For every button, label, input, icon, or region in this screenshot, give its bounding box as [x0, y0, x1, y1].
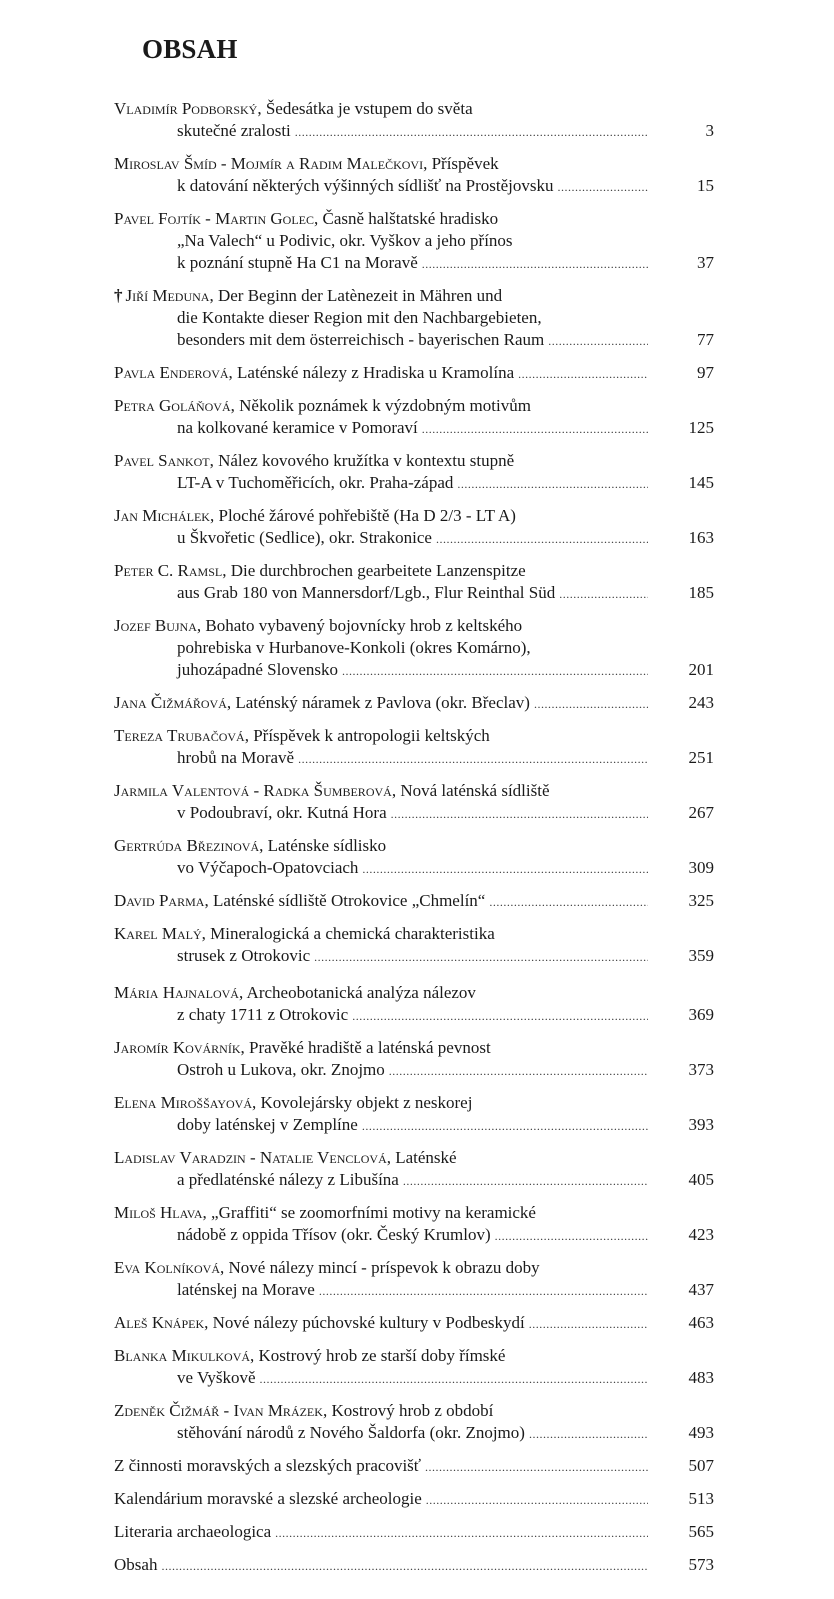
toc-entry-text: Elena Miroššayová, Kovolejársky objekt z neskorej [114, 1093, 473, 1112]
toc-entry-text [177, 417, 418, 439]
toc-entry-title: laténskej na Morave [177, 1280, 315, 1299]
toc-entry-author: Ladislav Varadzin - Natalie Venclová [114, 1148, 387, 1167]
toc-entry-title: Ostroh u Lukova, okr. Znojmo [177, 1060, 385, 1079]
toc-entry-title: „Graffiti“ se zoomorfními motivy na keramické [211, 1203, 536, 1222]
dot-leader [422, 418, 648, 440]
toc-entry-line [114, 505, 714, 527]
toc-entry-last-line [114, 890, 714, 913]
toc-entry-text: Ladislav Varadzin - Natalie Venclová, Laténské [114, 1148, 457, 1167]
toc-entry-line [114, 208, 714, 230]
toc-entry-title: a předlaténské nálezy z Libušína [177, 1170, 399, 1189]
toc-entry[interactable] [114, 1400, 714, 1445]
dot-leader [295, 121, 648, 143]
toc-entry-title: Laténské [395, 1148, 457, 1167]
toc-entry[interactable] [114, 890, 714, 913]
toc-entry-last-line [114, 692, 714, 715]
deceased-cross-icon: † [114, 286, 123, 305]
toc-entry[interactable] [114, 1202, 714, 1247]
toc-entry-text [177, 1367, 256, 1389]
toc-entry-title: k poznání stupně Ha C1 na Moravě [177, 253, 418, 272]
toc-entry[interactable] [114, 362, 714, 385]
toc-entry-text [177, 1422, 525, 1444]
toc-entry-page-number: 507 [688, 1456, 714, 1475]
toc-entry-last-line [114, 417, 714, 440]
dot-leader [529, 1423, 648, 1445]
toc-entry-title: na kolkované keramice v Pomoraví [177, 418, 418, 437]
toc-entry-title: Kostrový hrob ze starší doby římské [258, 1346, 506, 1365]
toc-entry-title: Nález kovového kružítka v kontextu stupně [218, 451, 515, 470]
toc-entry-last-line [114, 659, 714, 682]
toc-entry-page-number: 463 [688, 1313, 714, 1332]
toc-entry[interactable] [114, 1092, 714, 1137]
dot-leader [342, 660, 648, 682]
toc-entry-text: Blanka Mikulková, Kostrový hrob ze starší doby římské [114, 1346, 506, 1365]
toc-entry-title: Obsah [114, 1555, 158, 1574]
toc-entry[interactable] [114, 98, 714, 143]
toc-entry-text: Jozef Bujna, Bohato vybavený bojovnícky hrob z keltského [114, 616, 523, 635]
dot-leader [403, 1170, 648, 1192]
toc-entry-line [114, 153, 714, 175]
toc-entry-page-number: 373 [688, 1060, 714, 1079]
toc-entry[interactable] [114, 1488, 714, 1511]
dot-leader [534, 693, 648, 715]
toc-entry-last-line [114, 329, 714, 352]
toc-entry-title: Die durchbrochen gearbeitete Lanzenspitze [230, 561, 526, 580]
dot-leader [319, 1280, 648, 1302]
toc-entry[interactable] [114, 692, 714, 715]
toc-entry[interactable] [114, 1345, 714, 1390]
toc-entry-title: Bohato vybavený bojovnícky hrob z keltského [205, 616, 523, 635]
dot-leader [489, 891, 648, 913]
toc-entry-line [114, 1400, 714, 1422]
toc-entry[interactable] [114, 1312, 714, 1335]
toc-entry-line [114, 230, 714, 252]
toc-entry-last-line [114, 945, 714, 968]
toc-entry-last-line [114, 1367, 714, 1390]
toc-entry-text: David Parma, Laténské sídliště Otrokovice „Chmelín“ [114, 891, 486, 910]
toc-entry-page-number: 359 [688, 946, 714, 965]
toc-entry-last-line [114, 527, 714, 550]
toc-entry-title: Ploché žárové pohřebiště (Ha D 2/3 - LT A) [218, 506, 516, 525]
toc-entry-text [177, 659, 338, 681]
toc-entry-line [114, 98, 714, 120]
toc-entry-page-number: 483 [688, 1368, 714, 1387]
toc-entry-title: Kalendárium moravské a slezské archeologie [114, 1489, 422, 1508]
toc-entry-text [177, 747, 294, 769]
toc-entry-author: Petra Goláňová [114, 396, 231, 415]
toc-entry-title: die Kontakte dieser Region mit den Nachbargebieten, [177, 308, 542, 327]
dot-leader [457, 473, 648, 495]
toc-entry-page-number: 437 [688, 1280, 714, 1299]
toc-entry-title: aus Grab 180 von Mannersdorf/Lgb., Flur Reinthal Süd [177, 583, 556, 602]
toc-entry[interactable] [114, 1147, 714, 1192]
dot-leader [362, 1115, 648, 1137]
toc-entry[interactable] [114, 615, 714, 682]
toc-entry-author: David Parma [114, 891, 205, 910]
toc-entry-title: Příspěvek [431, 154, 499, 173]
toc-entry-line [114, 835, 714, 857]
toc-entry-title: Nové nálezy púchovské kultury v Podbeskydí [212, 1313, 525, 1332]
toc-entry-title: Literaria archaeologica [114, 1522, 272, 1541]
toc-entry-last-line [114, 1224, 714, 1247]
toc-entry-last-line [114, 1059, 714, 1082]
toc-entry-last-line [114, 1169, 714, 1192]
toc-entry-title: v Podoubraví, okr. Kutná Hora [177, 803, 387, 822]
toc-entry[interactable] [114, 835, 714, 880]
toc-entry-text [114, 1455, 421, 1477]
toc-entry-title: stěhování národů z Nového Šaldorfa (okr. Znojmo) [177, 1423, 525, 1442]
toc-entry-line [114, 725, 714, 747]
toc-entry-author: Tereza Trubačová [114, 726, 245, 745]
toc-entry-last-line [114, 362, 714, 385]
toc-entry-author: Jan Michálek [114, 506, 210, 525]
toc-entry-text: Vladimír Podborský, Šedesátka je vstupem do světa [114, 99, 473, 118]
toc-entry-text [177, 308, 542, 327]
toc-entry-author: Mária Hajnalová [114, 983, 239, 1002]
toc-entry-author: Jana Čižmářová [114, 693, 227, 712]
toc-entry-title: ve Vyškově [177, 1368, 256, 1387]
toc-entry-text [177, 582, 555, 604]
toc-entry-title: Nová laténská sídliště [400, 781, 550, 800]
toc-entry-title: hrobů na Moravě [177, 748, 295, 767]
toc-entry-page-number: 573 [688, 1555, 714, 1574]
toc-entry-text: Pavel Sankot, Nález kovového kružítka v kontextu stupně [114, 451, 515, 470]
toc-entry-page-number: 423 [688, 1225, 714, 1244]
toc-entry-author: Miloš Hlava [114, 1203, 203, 1222]
toc-entry-page-number: 77 [697, 330, 714, 349]
toc-entry[interactable] [114, 923, 714, 968]
toc-entry-text: Petra Goláňová, Několik poznámek k výzdobným motivům [114, 396, 531, 415]
toc-entry-text: Eva Kolníková, Nové nálezy mincí - príspevok k obrazu doby [114, 1258, 540, 1277]
toc-entry[interactable] [114, 982, 714, 1027]
toc-entry-page-number: 251 [688, 748, 714, 767]
toc-entry-text [177, 1169, 399, 1191]
toc-entry-title: pohrebiska v Hurbanove-Konkoli (okres Komárno), [177, 638, 531, 657]
toc-entry-title: Laténský náramek z Pavlova (okr. Břeclav) [235, 693, 530, 712]
dot-leader [389, 1060, 648, 1082]
toc-entry[interactable] [114, 285, 714, 352]
toc-entry[interactable] [114, 560, 714, 605]
toc-entry-last-line [114, 1114, 714, 1137]
toc-entry-text [114, 1488, 422, 1510]
toc-entry-title: Kovolejársky objekt z neskorej [260, 1093, 473, 1112]
toc-entry-title: Pravěké hradiště a laténská pevnost [248, 1038, 491, 1057]
toc-entry-title: skutečné zralosti [177, 121, 291, 140]
toc-entry-last-line [114, 472, 714, 495]
toc-entry-line [114, 982, 714, 1004]
toc-entry-line [114, 1202, 714, 1224]
toc-entry-text [177, 1004, 348, 1026]
toc-entry-text: Pavla Enderová, Laténské nálezy z Hradiska u Kramolína [114, 363, 515, 382]
toc-entry-title: Šedesátka je vstupem do světa [265, 99, 473, 118]
toc-entry-author: Pavel Sankot [114, 451, 210, 470]
toc-entry-page-number: 405 [688, 1170, 714, 1189]
toc-entry-last-line [114, 1455, 714, 1478]
toc-entry-title: juhozápadné Slovensko [177, 660, 338, 679]
toc-entry[interactable] [114, 208, 714, 275]
toc-entry-author: Aleš Knápek [114, 1313, 205, 1332]
toc-entry-text [177, 329, 544, 351]
toc-entry-text [177, 802, 387, 824]
toc-entry-title: Příspěvek k antropologii keltských [253, 726, 490, 745]
dot-leader [260, 1368, 648, 1390]
toc-entry[interactable] [114, 395, 714, 440]
toc-entry-line [114, 450, 714, 472]
toc-entry-author: Jarmila Valentová - Radka Šumberová [114, 781, 392, 800]
toc-entry-page-number: 163 [688, 528, 714, 547]
toc-entry[interactable] [114, 780, 714, 825]
toc-entry-title: Laténské sídliště Otrokovice „Chmelín“ [212, 891, 486, 910]
toc-entry-text: Jana Čižmářová, Laténský náramek z Pavlova (okr. Břeclav) [114, 693, 530, 712]
toc-entry-text [177, 231, 513, 250]
toc-entry[interactable] [114, 1257, 714, 1302]
toc-entry-page-number: 97 [697, 363, 714, 382]
toc-entry-page-number: 309 [688, 858, 714, 877]
toc-entry-title: Laténske sídlisko [267, 836, 387, 855]
toc-entry-text: Karel Malý, Mineralogická a chemická charakteristika [114, 924, 495, 943]
dot-leader [425, 1456, 648, 1478]
toc-entry[interactable] [114, 1521, 714, 1544]
dot-leader [529, 1313, 648, 1335]
toc-entry-title: LT-A v Tuchoměřicích, okr. Praha-západ [177, 473, 454, 492]
toc-entry-page-number: 325 [688, 891, 714, 910]
toc-entry-line [114, 1147, 714, 1169]
toc-entry-author: Pavel Fojtík - Martin Golec [114, 209, 315, 228]
dot-leader [548, 330, 648, 352]
dot-leader [314, 946, 648, 968]
toc-entry-text [177, 945, 310, 967]
toc-entry-text [114, 1554, 157, 1576]
toc-entry-text [177, 120, 291, 142]
toc-entry-text: Tereza Trubačová, Příspěvek k antropologii keltských [114, 726, 490, 745]
dot-leader [275, 1522, 648, 1544]
toc-entry-page-number: 201 [688, 660, 714, 679]
toc-entry-title: z chaty 1711 z Otrokovic [177, 1005, 349, 1024]
toc-entry-page-number: 267 [688, 803, 714, 822]
dot-leader [518, 363, 648, 385]
toc-entry-page-number: 37 [697, 253, 714, 272]
toc-entry-text [177, 1279, 315, 1301]
toc-entry-last-line [114, 1004, 714, 1027]
toc-entry-title: Časně halštatské hradisko [322, 209, 499, 228]
toc-entry-last-line [114, 1312, 714, 1335]
dot-leader [422, 253, 648, 275]
toc-entry-title: nádobě z oppida Třísov (okr. Český Krumlov) [177, 1225, 491, 1244]
toc-entry-title: Nové nálezy mincí - príspevok k obrazu doby [228, 1258, 540, 1277]
toc-entry-author: Pavla Enderová [114, 363, 229, 382]
toc-entry-last-line [114, 175, 714, 198]
toc-entry-text: Miroslav Šmíd - Mojmír a Radim Malečkovi, Příspěvek [114, 154, 499, 173]
toc-entry-author: Jozef Bujna [114, 616, 197, 635]
toc-entry-text [177, 1059, 385, 1081]
toc-entry-line [114, 307, 714, 329]
toc-entry-author: Jaromír Kovárník [114, 1038, 241, 1057]
table-of-contents [114, 98, 714, 1587]
toc-entry-page-number: 513 [688, 1489, 714, 1508]
dot-leader [298, 748, 648, 770]
toc-entry-text: Pavel Fojtík - Martin Golec, Časně halštatské hradisko [114, 209, 499, 228]
toc-entry-title: doby laténskej v Zemplíne [177, 1115, 358, 1134]
toc-entry-title: Kostrový hrob z období [331, 1401, 494, 1420]
toc-entry-text: Miloš Hlava, „Graffiti“ se zoomorfními motivy na keramické [114, 1203, 536, 1222]
toc-entry-title: besonders mit dem österreichisch - bayerischen Raum [177, 330, 545, 349]
toc-entry-title: u Škvořetic (Sedlice), okr. Strakonice [177, 528, 432, 547]
toc-entry-text [177, 252, 418, 274]
toc-entry-text: Jan Michálek, Ploché žárové pohřebiště (Ha D 2/3 - LT A) [114, 506, 516, 525]
toc-entry-text [177, 857, 358, 879]
toc-entry-title: Z činnosti moravských a slezských pracovišť [114, 1456, 422, 1475]
toc-entry-last-line [114, 1554, 714, 1577]
toc-entry-author: Vladimír Podborský [114, 99, 258, 118]
toc-entry-author: Elena Miroššayová [114, 1093, 252, 1112]
toc-entry-title: Několik poznámek k výzdobným motivům [239, 396, 531, 415]
toc-entry-text: † Jiří Meduna, Der Beginn der Latènezeit in Mähren und [114, 286, 503, 305]
toc-entry-page-number: 369 [688, 1005, 714, 1024]
toc-entry-author: Blanka Mikulková [114, 1346, 251, 1365]
toc-entry-page-number: 243 [688, 693, 714, 712]
toc-entry-text: Jarmila Valentová - Radka Šumberová, Nová laténská sídliště [114, 781, 550, 800]
toc-entry-line [114, 395, 714, 417]
toc-entry[interactable] [114, 153, 714, 198]
toc-entry[interactable] [114, 1037, 714, 1082]
toc-entry-last-line [114, 582, 714, 605]
toc-entry-text: Mária Hajnalová, Archeobotanická analýza nálezov [114, 983, 476, 1002]
toc-entry[interactable] [114, 1554, 714, 1577]
toc-entry-title: strusek z Otrokovic [177, 946, 311, 965]
dot-leader [559, 583, 648, 605]
toc-entry-text [177, 175, 554, 197]
toc-entry-text: Peter C. Ramsl, Die durchbrochen gearbeitete Lanzenspitze [114, 561, 526, 580]
toc-entry-title: Mineralogická a chemická charakteristika [210, 924, 495, 943]
toc-entry-page-number: 185 [688, 583, 714, 602]
toc-entry-title: „Na Valech“ u Podivic, okr. Vyškov a jeho přínos [177, 231, 513, 250]
toc-entry-title: Laténské nálezy z Hradiska u Kramolína [237, 363, 515, 382]
toc-entry-page-number: 565 [688, 1522, 714, 1541]
toc-entry-author: Gertrúda Březinová [114, 836, 260, 855]
toc-entry-last-line [114, 1488, 714, 1511]
toc-entry-line [114, 1037, 714, 1059]
toc-entry-text [177, 1224, 491, 1246]
toc-entry-author: Eva Kolníková [114, 1258, 221, 1277]
toc-entry[interactable] [114, 505, 714, 550]
toc-entry-page-number: 3 [705, 121, 714, 140]
toc-entry-page-number: 125 [688, 418, 714, 437]
dot-leader [391, 803, 648, 825]
toc-entry[interactable] [114, 450, 714, 495]
toc-entry-last-line [114, 857, 714, 880]
toc-entry[interactable] [114, 725, 714, 770]
toc-entry-page-number: 145 [688, 473, 714, 492]
toc-entry-text: Aleš Knápek, Nové nálezy púchovské kultury v Podbeskydí [114, 1313, 525, 1332]
toc-entry-last-line [114, 747, 714, 770]
toc-entry-page-number: 393 [688, 1115, 714, 1134]
toc-entry-line [114, 1345, 714, 1367]
toc-entry-author: Peter C. Ramsl [114, 561, 223, 580]
toc-entry-author: Miroslav Šmíd - Mojmír a Radim Malečkovi [114, 154, 424, 173]
toc-entry-author: Jiří Meduna [125, 286, 210, 305]
toc-entry-line [114, 780, 714, 802]
toc-entry-text [114, 1521, 271, 1543]
page-title: OBSAH [142, 34, 238, 64]
toc-entry-last-line [114, 252, 714, 275]
toc-entry-text [177, 527, 432, 549]
dot-leader [362, 858, 648, 880]
toc-entry-text: Jaromír Kovárník, Pravěké hradiště a laténská pevnost [114, 1038, 491, 1057]
toc-entry-last-line [114, 802, 714, 825]
toc-entry-line [114, 637, 714, 659]
toc-entry-author: Zdeněk Čižmář - Ivan Mrázek [114, 1401, 323, 1420]
toc-entry-title: k datování některých výšinných sídlišť na Prostějovsku [177, 176, 554, 195]
toc-entry-title: Archeobotanická analýza nálezov [246, 983, 476, 1002]
toc-entry-last-line [114, 120, 714, 143]
dot-leader [436, 528, 648, 550]
toc-entry-last-line [114, 1422, 714, 1445]
toc-entry-line [114, 923, 714, 945]
toc-entry-line [114, 1257, 714, 1279]
toc-entry-text: Gertrúda Březinová, Laténske sídlisko [114, 836, 387, 855]
toc-entry-text [177, 638, 531, 657]
toc-entry-text [177, 1114, 358, 1136]
toc-entry-last-line [114, 1279, 714, 1302]
toc-entry-page-number: 493 [688, 1423, 714, 1442]
toc-entry-line [114, 615, 714, 637]
dot-leader [352, 1005, 648, 1027]
toc-entry[interactable] [114, 1455, 714, 1478]
toc-entry-last-line [114, 1521, 714, 1544]
dot-leader [558, 176, 649, 198]
toc-entry-author: Karel Malý [114, 924, 202, 943]
toc-entry-title: Der Beginn der Latènezeit in Mähren und [217, 286, 503, 305]
toc-entry-page-number: 15 [697, 176, 714, 195]
toc-entry-line [114, 560, 714, 582]
toc-entry-text: Zdeněk Čižmář - Ivan Mrázek, Kostrový hrob z období [114, 1401, 494, 1420]
toc-entry-line [114, 285, 714, 307]
toc-entry-text [177, 472, 453, 494]
dot-leader [495, 1225, 648, 1247]
dot-leader [426, 1489, 648, 1511]
dot-leader [161, 1555, 648, 1577]
toc-entry-line [114, 1092, 714, 1114]
toc-entry-title: vo Výčapoch-Opatovciach [177, 858, 359, 877]
